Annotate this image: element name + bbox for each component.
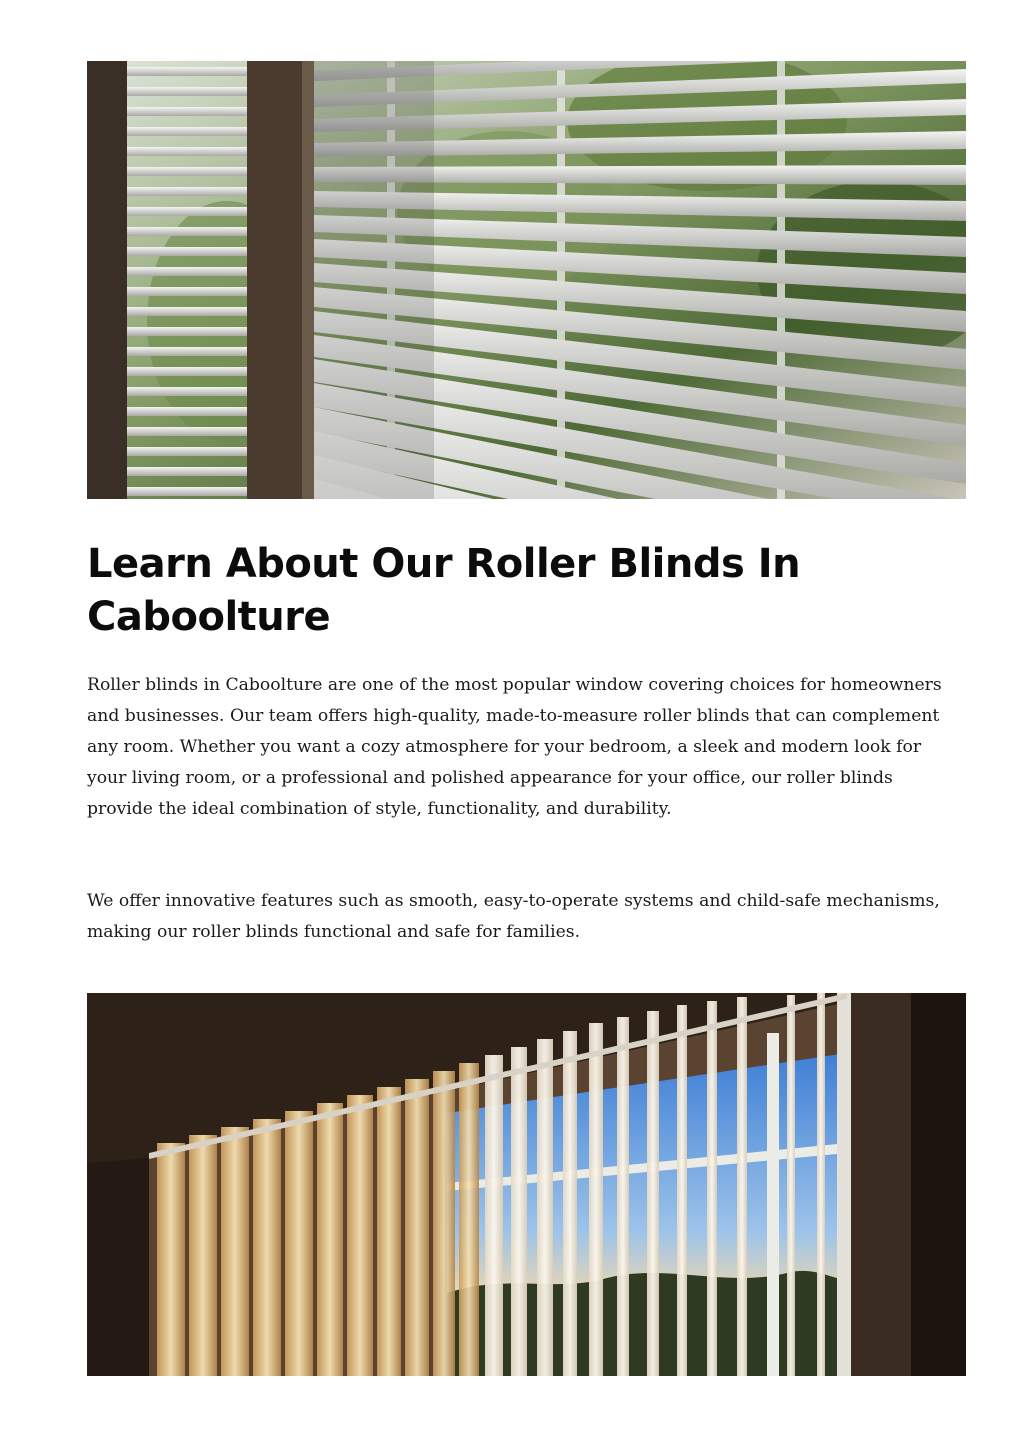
page-title: Learn About Our Roller Blinds In Caboolture [87,541,801,640]
horizontal-blinds-photo [87,61,966,499]
vertical-blinds-image [87,993,966,1376]
intro-paragraph: Roller blinds in Caboolture are one of the most popular window covering choices for homeowners and businesses. Our team offers high-quality, made-to-measure roller blinds that can complement any room. Whether you want a cozy atmosphere for your bedroom, a sleek and modern look for your living room, or a professional and polished appearance for your office, our roller blinds provide the ideal combination of style, functionality, and durability. [87,675,942,819]
horizontal-blinds-image [87,61,966,499]
vertical-blinds-photo [87,993,966,1376]
features-paragraph: We offer innovative features such as smooth, easy-to-operate systems and child-safe mechanisms, making our roller blinds functional and safe for families. [87,891,940,942]
